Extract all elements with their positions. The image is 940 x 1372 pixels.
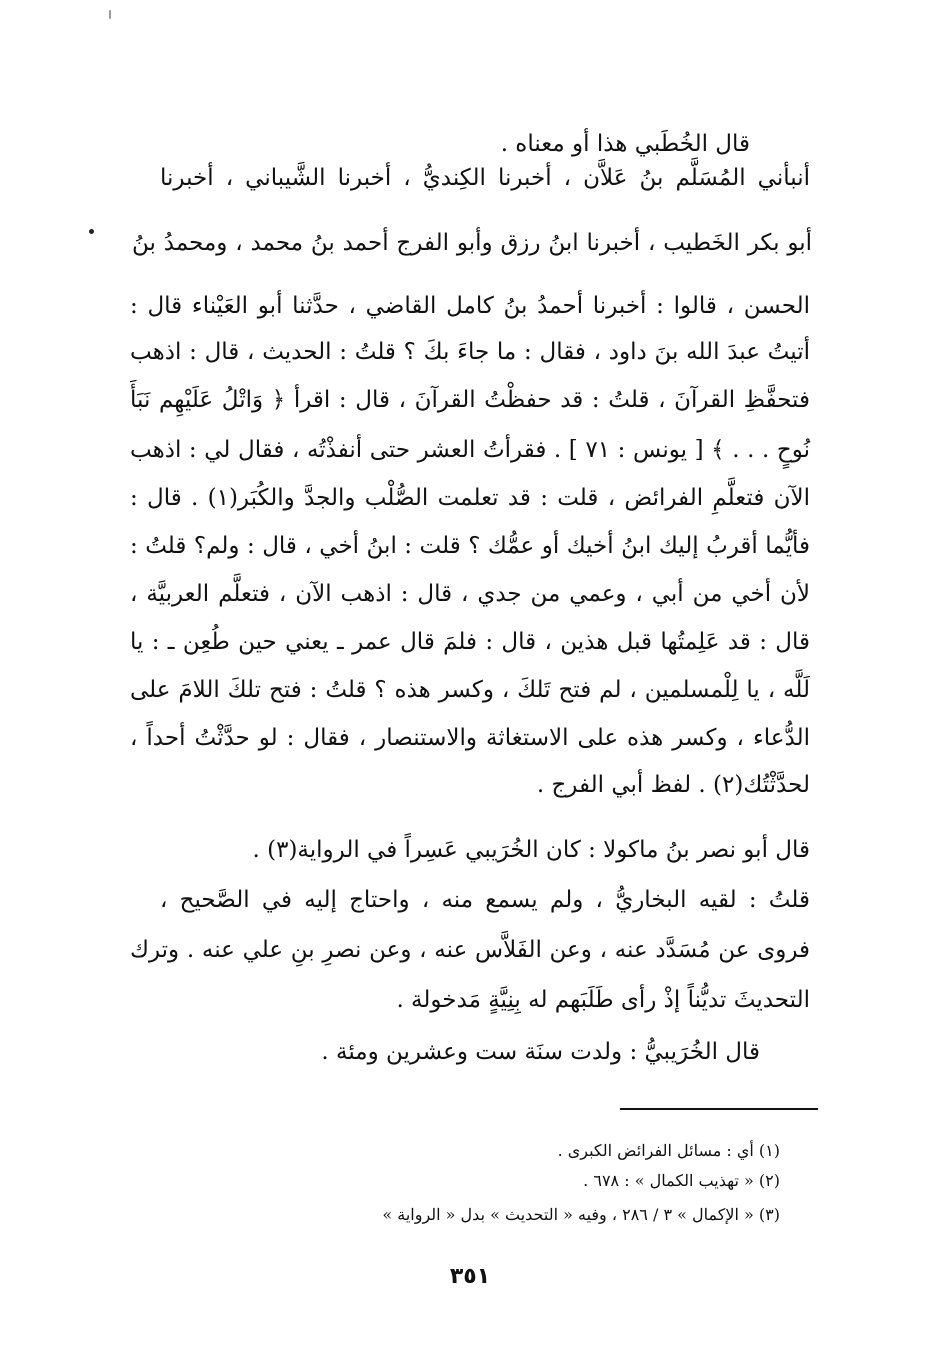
paragraph1-line: أبو بكر الخَطيب ، أخبرنا ابنُ رزق وأبو الفرج أحمد بنُ محمد ، ومحمدُ بنُ <box>132 230 812 256</box>
paragraph1-line: الدُّعاء ، وكسر هذه على الاستغاثة والاستنصار ، فقال : لو حدَّثْتُ أحداً ، <box>130 725 810 751</box>
paragraph1-line: لَلَّه ، يا لِلْمسلمين ، لم فتح تَلكَ ، وكسر هذه ؟ قلتُ : فتح تلكَ اللامَ على <box>130 677 810 703</box>
paragraph1-line: الحسن ، قالوا : أخبرنا أحمدُ بنُ كامل القاضي ، حدَّثنا أبو العَيْناء قال : <box>130 293 810 319</box>
page-number: ٣٥١ <box>449 1264 491 1289</box>
footnote-separator <box>620 1108 818 1110</box>
paragraph3-line: التحديثَ تديُّناً إذْ رأى طَلَبَهم له بِنِيَّةٍ مَدخولة . <box>396 987 810 1013</box>
paragraph1-line: أتيتُ عبدَ الله بنَ داود ، فقال : ما جاءَ بكَ ؟ قلتُ : الحديث ، قال : اذهب <box>130 339 810 365</box>
paragraph4: قال الخُرَيبيُّ : ولدت سنَة ست وعشرين ومئة . <box>321 1039 760 1065</box>
scan-speck <box>109 10 111 19</box>
paragraph1-line: الآن فتعلَّمِ الفرائض ، قلت : قد تعلمت الصُّلْب والجدَّ والكُبَر(١) . قال : <box>130 485 810 511</box>
paragraph1-line: فتحفَّظِ القرآنَ ، قلتُ : قد حفظْتُ القرآنَ ، قال : اقرأ ﴿ وَاتْلُ عَلَيْهِم نَبَأَ <box>130 387 810 413</box>
header-line: قال الخُطَبي هذا أو معناه . <box>500 131 750 157</box>
paragraph3-line: فروى عن مُسَدَّد عنه ، وعن الفَلاَّس عنه ، وعن نصرِ بنِ علي عنه . وترك <box>130 937 810 963</box>
paragraph1-line: نُوحٍ . . . ﴾ [ يونس : ٧١ ] . فقرأتُ العشر حتى أنفذْتُه ، فقال لي : اذهب <box>130 437 810 463</box>
paragraph1-line: قال : قد عَلِمتُها قبل هذين ، قال : فلمَ قال عمر ـ يعني حين طُعِن ـ : يا <box>130 629 810 655</box>
scan-dot <box>89 229 94 234</box>
paragraph1-line: لحدَّثْتُك(٢) . لفظ أبي الفرج . <box>536 772 810 798</box>
paragraph3-line: قلتُ : لقيه البخاريُّ ، ولم يسمع منه ، واحتاج إليه في الصَّحيح ، <box>160 887 810 913</box>
paragraph2: قال أبو نصر بنُ ماكولا : كان الخُرَيبي عَسِراً في الرواية(٣) . <box>252 837 810 863</box>
footnote-2: (٢) « تهذيب الكمال » : ٦٧٨ . <box>583 1171 780 1190</box>
footnote-3: (٣) « الإكمال » ٣ / ٢٨٦ ، وفيه « التحديث » بدل « الرواية » <box>382 1205 780 1224</box>
paragraph1-line: فأيُّما أقربُ إليك ابنُ أخيك أو عمُّك ؟ قلت : ابنُ أخي ، قال : ولم؟ قلتُ : <box>130 533 810 559</box>
paragraph1-line: لأن أخي من أبي ، وعمي من جدي ، قال : اذهب الآن ، فتعلَّم العربيَّة ، <box>130 581 810 607</box>
paragraph1-line: أنبأني المُسَلَّم بنُ عَلاَّن ، أخبرنا الكِنديُّ ، أخبرنا الشَّيباني ، أخبرنا <box>160 165 810 191</box>
footnote-1: (١) أي : مسائل الفرائض الكبرى . <box>557 1141 780 1160</box>
